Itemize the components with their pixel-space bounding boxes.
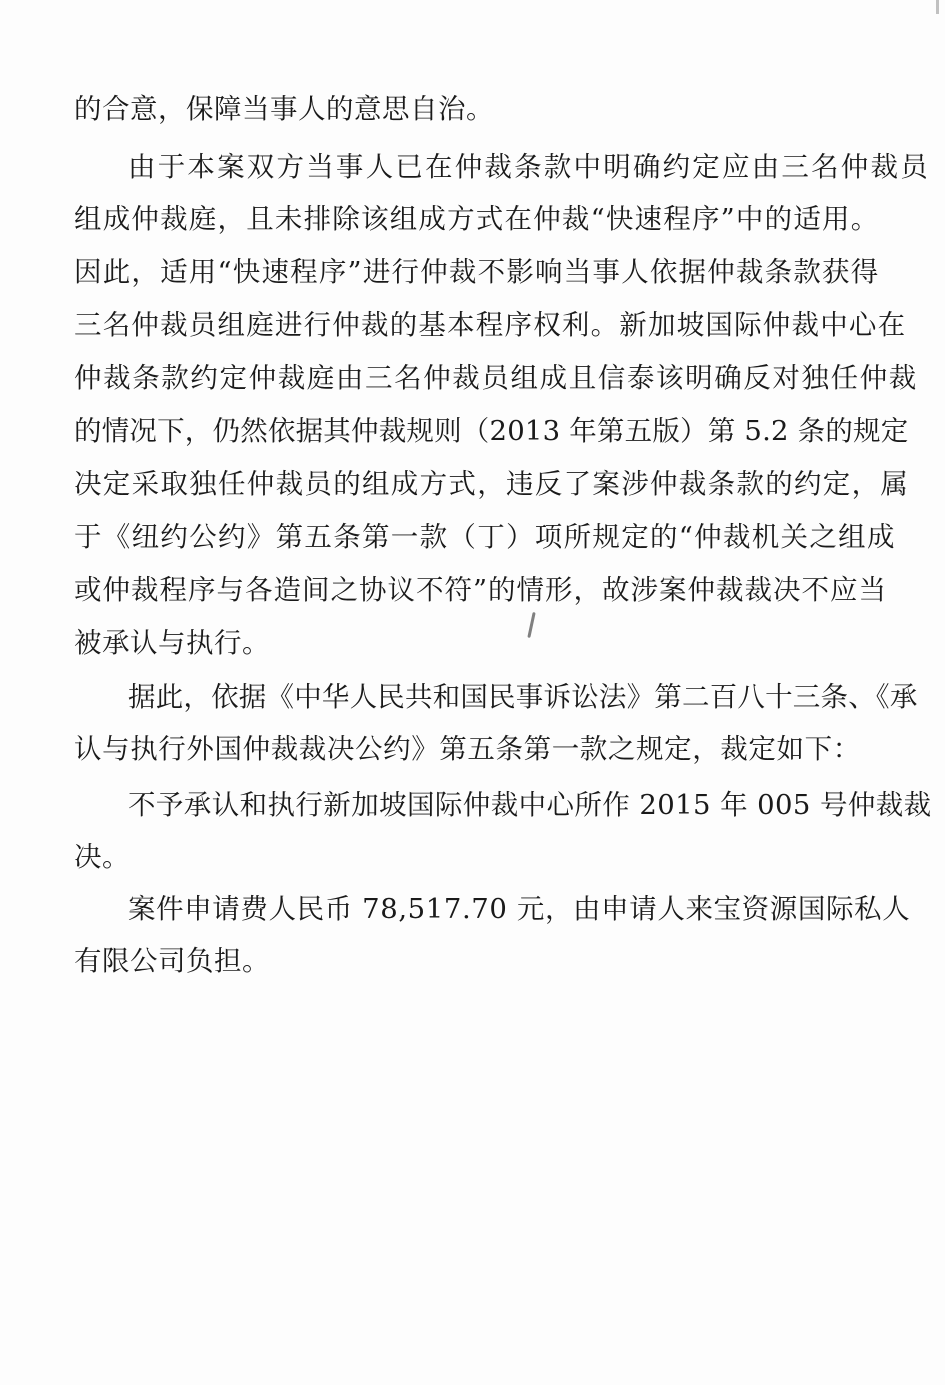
text-line-6: 仲裁条款约定仲裁庭由三名仲裁员组成且信泰该明确反对独任仲裁 [74, 362, 918, 394]
text-line-14: 不予承认和执行新加坡国际仲裁中心所作 2015 年 005 号仲裁裁 [128, 789, 932, 821]
text-line-17: 有限公司负担。 [74, 945, 270, 977]
text-line-5: 三名仲裁员组庭进行仲裁的基本程序权利。新加坡国际仲裁中心在 [74, 309, 907, 341]
scan-corner-mark [936, 0, 939, 14]
text-line-15: 决。 [74, 841, 130, 873]
text-line-8: 决定采取独任仲裁员的组成方式，违反了案涉仲裁条款的约定，属 [74, 468, 910, 500]
text-line-4: 因此，适用“快速程序”进行仲裁不影响当事人依据仲裁条款获得 [74, 256, 880, 288]
text-line-11: 被承认与执行。 [74, 627, 270, 659]
scan-ink-mark [527, 612, 535, 638]
text-line-1: 的合意，保障当事人的意思自治。 [74, 93, 494, 125]
text-line-16: 案件申请费人民币 78,517.70 元，由申请人来宝资源国际私人 [128, 893, 911, 925]
text-line-12: 据此，依据《中华人民共和国民事诉讼法》第二百八十三条、《承 [128, 681, 918, 713]
text-line-3: 组成仲裁庭，且未排除该组成方式在仲裁“快速程序”中的适用。 [74, 203, 880, 235]
text-line-10: 或仲裁程序与各造间之协议不符”的情形，故涉案仲裁裁决不应当 [74, 574, 888, 606]
text-line-13: 认与执行外国仲裁裁决公约》第五条第一款之规定，裁定如下： [74, 733, 861, 765]
text-line-7: 的情况下，仍然依据其仲裁规则（2013 年第五版）第 5.2 条的规定 [74, 415, 909, 447]
text-line-9: 于《纽约公约》第五条第一款（丁）项所规定的“仲裁机关之组成 [74, 521, 896, 553]
text-line-2: 由于本案双方当事人已在仲裁条款中明确约定应由三名仲裁员 [128, 151, 930, 183]
